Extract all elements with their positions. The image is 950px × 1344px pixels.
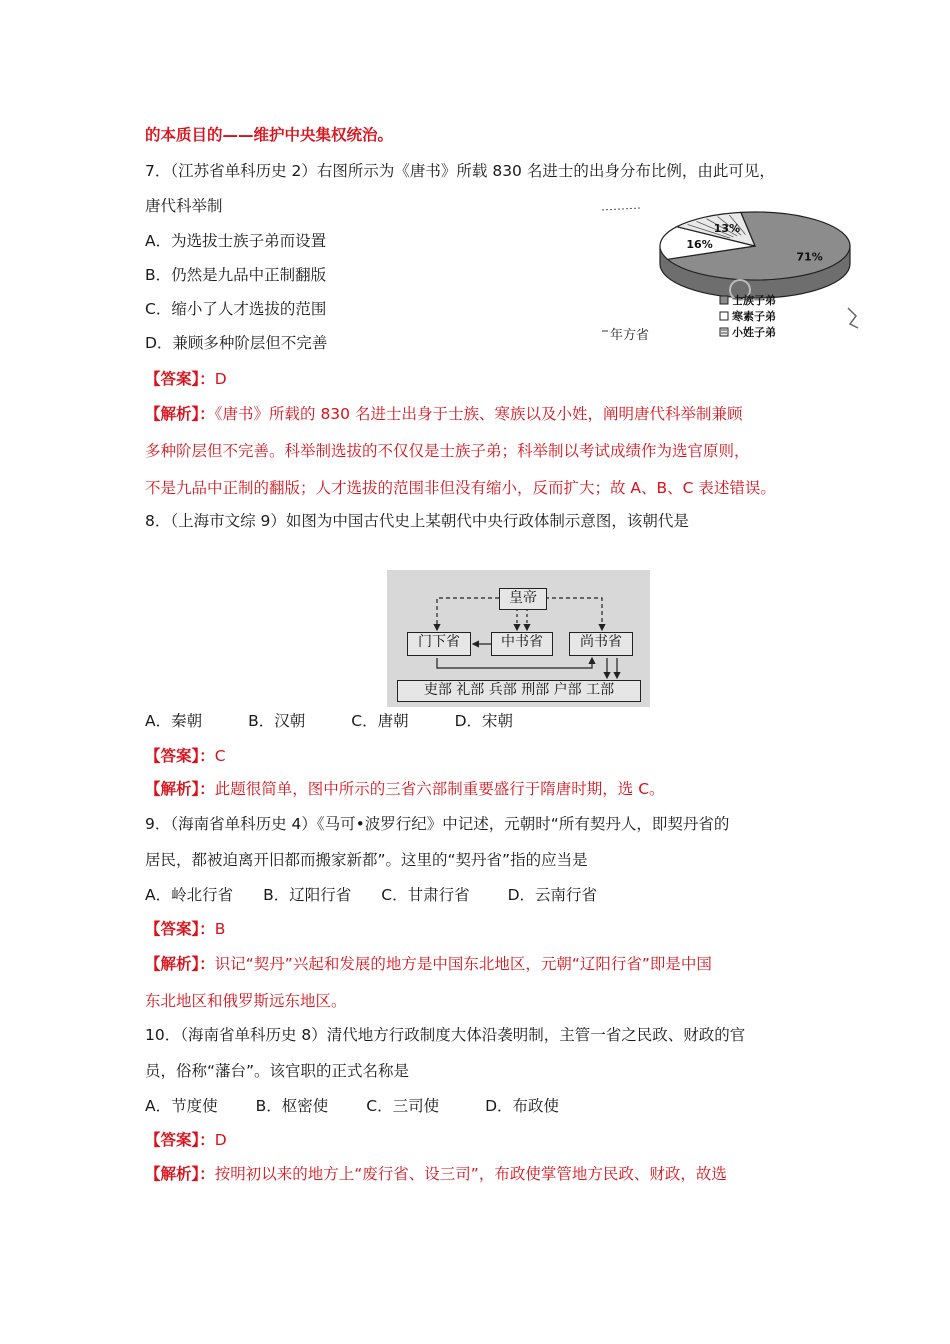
q8-option-d: D．宋朝 (454, 712, 514, 730)
zhongshu-box: 中书省 (491, 632, 553, 656)
answer-value: C (214, 747, 226, 765)
emperor-box: 皇帝 (499, 588, 547, 610)
legend-swatch-shizu (720, 296, 728, 304)
q9-explanation-line1 (145, 953, 712, 975)
q10-stem-line1: 10．（海南省单科历史 8）清代地方行政制度大体沿袭明制，主管一省之民政、财政的官 (145, 1026, 746, 1044)
central-admin-diagram (387, 570, 650, 707)
legend-label-2: 小姓子弟 (732, 326, 776, 339)
q8-option-a: A．秦朝 (145, 712, 203, 730)
jinshi-origin-pie-figure (600, 198, 862, 350)
q8-answer (145, 745, 226, 767)
legend-swatch-hansu (720, 312, 728, 320)
pie-data-label: 16% (686, 237, 713, 251)
q8-explanation (145, 778, 665, 800)
q9-option-d: D．云南行省 (507, 886, 598, 904)
answer-label: 【答案】： (145, 920, 215, 938)
answer-label: 【答案】： (145, 370, 215, 388)
q7-option-a: A．为选拔士族子弟而设置 (145, 232, 327, 250)
answer-label: 【答案】： (145, 1131, 215, 1149)
q9-explanation-line2: 东北地区和俄罗斯远东地区。 (145, 992, 347, 1010)
q10-option-c: C．三司使 (366, 1097, 440, 1115)
pie-slices (660, 212, 850, 280)
q7-explanation-line1 (145, 403, 742, 425)
q8-options (145, 710, 513, 732)
q10-option-a: A．节度使 (145, 1097, 218, 1115)
q8-option-c: C．唐朝 (351, 712, 409, 730)
q8-option-b: B．汉朝 (248, 712, 306, 730)
pie-chart-svg (600, 198, 862, 350)
q8-stem: 8．（上海市文综 9）如图为中国古代史上某朝代中央行政体制示意图，该朝代是 (145, 512, 689, 530)
prev-answer-tail: 的本质目的——维护中央集权统治。 (145, 126, 394, 144)
q10-option-b: B．枢密使 (255, 1097, 329, 1115)
q7-option-d: D．兼顾多种阶层但不完善 (145, 334, 328, 352)
legend-swatch-xiaoxing (720, 328, 728, 336)
q9-option-a: A．岭北行省 (145, 886, 234, 904)
q7-explanation-line3: 不是九品中正制的翻版；人才选拔的范围非但没有缩小，反而扩大；故 A、B、C 表述错误。 (145, 479, 776, 497)
q9-options (145, 884, 597, 906)
explanation-text: 按明初以来的地方上“废行省、设三司”，布政使掌管地方民政、财政，故选 (214, 1165, 727, 1183)
pie-data-label: 13% (713, 222, 741, 236)
q7-option-b: B．仍然是九品中正制翻版 (145, 266, 327, 284)
pie-data-label: 71% (796, 250, 823, 264)
q7-answer (145, 368, 227, 390)
explanation-text: 识记“契丹”兴起和发展的地方是中国东北地区，元朝“辽阳行省”即是中国 (214, 955, 712, 973)
q10-options (145, 1095, 559, 1117)
q9-option-b: B．辽阳行省 (263, 886, 352, 904)
q9-answer (145, 918, 225, 940)
explanation-label: 【解析】： (145, 405, 215, 423)
q9-stem-line1: 9．（海南省单科历史 4）《马可•波罗行纪》中记述，元朝时“所有契丹人，即契丹省的 (145, 815, 730, 833)
q7-stem-line1: 7．（江苏省单科历史 2）右图所示为《唐书》所载 830 名进士的出身分布比例，由此可见， (145, 162, 775, 180)
answer-value: D (214, 370, 227, 388)
pie-caption: 年方省 (610, 328, 650, 343)
answer-value: D (214, 1131, 227, 1149)
answer-value: B (214, 920, 226, 938)
q10-option-d: D．布政使 (485, 1097, 560, 1115)
explanation-text: 《唐书》所载的 830 名进士出身于士族、寒族以及小姓，阐明唐代科举制兼顾 (214, 405, 743, 423)
legend-label-1: 寒素子弟 (732, 310, 776, 323)
answer-label: 【答案】： (145, 747, 215, 765)
six-ministries-box: 吏部 礼部 兵部 刑部 户部 工部 (397, 680, 641, 702)
explanation-text: 此题很简单，图中所示的三省六部制重要盛行于隋唐时期，选 C。 (214, 780, 665, 798)
explanation-label: 【解析】： (145, 955, 215, 973)
explanation-label: 【解析】： (145, 1165, 215, 1183)
shangshu-box: 尚书省 (569, 632, 633, 656)
q9-option-c: C．甘肃行省 (381, 886, 470, 904)
q7-option-c: C．缩小了人才选拔的范围 (145, 300, 327, 318)
legend-label-0: 士族子弟 (732, 294, 776, 307)
q7-stem-line2: 唐代科举制 (145, 197, 223, 215)
edge-mark (848, 308, 858, 328)
pie-legend (720, 293, 776, 339)
q10-answer (145, 1129, 227, 1151)
menxia-box: 门下省 (407, 632, 471, 656)
q10-stem-line2: 员，俗称“藩台”。该官职的正式名称是 (145, 1062, 410, 1080)
q10-explanation (145, 1163, 727, 1185)
explanation-label: 【解析】： (145, 780, 215, 798)
q7-explanation-line2: 多种阶层但不完善。科举制选拔的不仅仅是士族子弟；科举制以考试成绩作为选官原则， (145, 442, 750, 460)
q9-stem-line2: 居民，都被迫离开旧都而搬家新都”。这里的“契丹省”指的应当是 (145, 851, 588, 869)
